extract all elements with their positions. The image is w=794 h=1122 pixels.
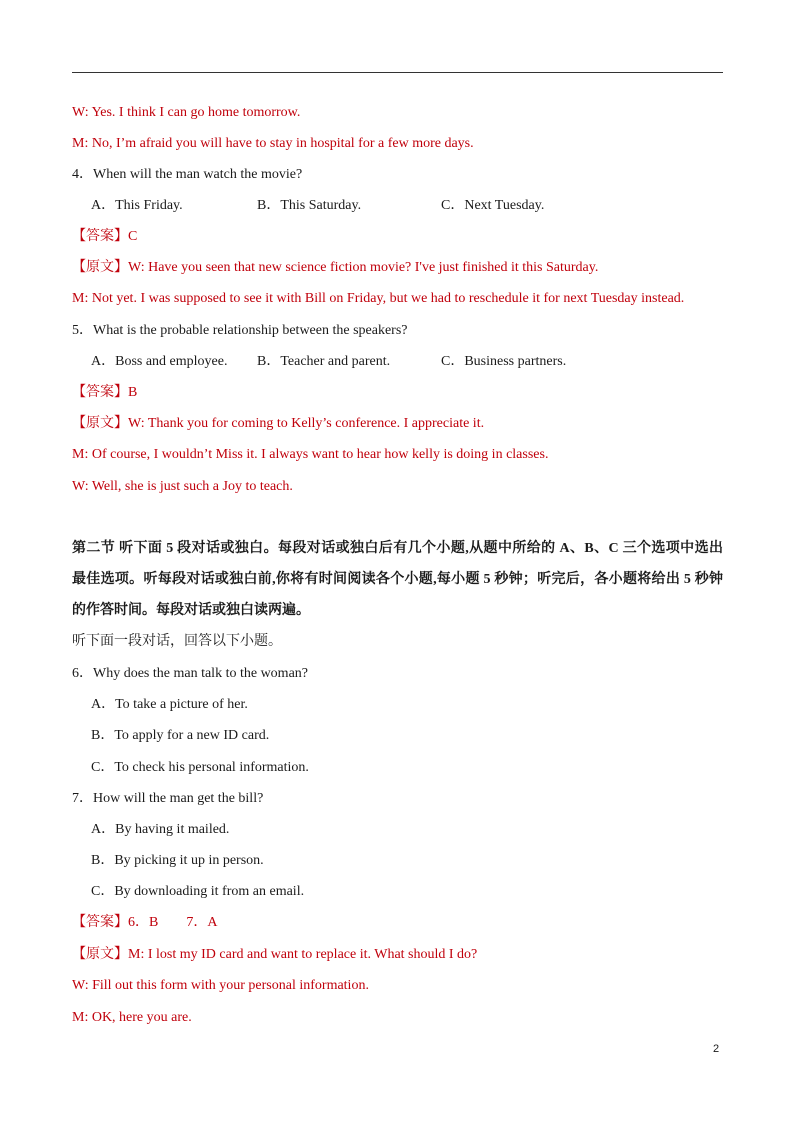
dialogue-line: M: No, I’m afraid you will have to stay in hospital for a few more days. bbox=[72, 136, 474, 151]
question-6: 6．Why does the man talk to the woman? bbox=[72, 666, 308, 681]
answer-value: C bbox=[128, 229, 138, 244]
question-4: 4．When will the man watch the movie? bbox=[72, 167, 303, 182]
q67-transcript-line: W: Fill out this form with your personal information. bbox=[72, 978, 369, 993]
question-5: 5．What is the probable relationship between the speakers? bbox=[72, 323, 408, 338]
q67-transcript-line: M: OK, here you are. bbox=[72, 1010, 192, 1025]
section-heading-line: 最佳选项。听每段对话或独白前,你将有时间阅读各个小题,每小题 5 秒钟；听完后，各小题将给出 5 秒钟 bbox=[72, 572, 723, 587]
section-heading-line: 第二节 听下面 5 段对话或独白。每段对话或独白后有几个小题,从题中所给的 A、B、C 三个选项中选出 bbox=[72, 541, 723, 556]
answer-tag: 【答案】 bbox=[72, 385, 128, 400]
dialogue-line: W: Yes. I think I can go home tomorrow. bbox=[72, 105, 301, 120]
page-number: 2 bbox=[713, 1043, 720, 1055]
q5-transcript bbox=[72, 415, 484, 433]
answer-tag: 【答案】 bbox=[72, 915, 128, 930]
q5-option-b: B．Teacher and parent. bbox=[257, 354, 391, 369]
q67-transcript bbox=[72, 946, 477, 964]
transcript-line: W: Have you seen that new science fiction movie? I've just finished it this Saturday. bbox=[128, 260, 599, 275]
q67-answer bbox=[72, 914, 217, 932]
q4-transcript-line: M: Not yet. I was supposed to see it with Bill on Friday, but we had to reschedule it for next Tuesday instead. bbox=[72, 291, 685, 306]
q5-option-a: A．Boss and employee. bbox=[91, 354, 228, 369]
q5-option-c: C．Business partners. bbox=[441, 354, 567, 369]
q6-option-a: A．To take a picture of her. bbox=[91, 697, 248, 712]
answer-value: 6．B 7．A bbox=[128, 915, 218, 930]
q4-option-b: B．This Saturday. bbox=[257, 198, 362, 213]
transcript-tag: 【原文】 bbox=[72, 947, 128, 962]
section-heading-line: 的作答时间。每段对话或独白读两遍。 bbox=[72, 603, 310, 618]
q7-option-a: A．By having it mailed. bbox=[91, 822, 230, 837]
q5-transcript-line: W: Well, she is just such a Joy to teach. bbox=[72, 479, 293, 494]
answer-value: B bbox=[128, 385, 138, 400]
header-rule bbox=[72, 72, 723, 73]
q5-transcript-line: M: Of course, I wouldn’t Miss it. I always want to hear how kelly is doing in classes. bbox=[72, 447, 549, 462]
transcript-tag: 【原文】 bbox=[72, 416, 128, 431]
q4-answer bbox=[72, 228, 137, 246]
section-intro: 听下面一段对话，回答以下小题。 bbox=[72, 634, 282, 649]
q7-option-b: B．By picking it up in person. bbox=[91, 853, 264, 868]
q4-transcript bbox=[72, 259, 598, 277]
answer-tag: 【答案】 bbox=[72, 229, 128, 244]
transcript-line: M: I lost my ID card and want to replace it. What should I do? bbox=[128, 947, 478, 962]
q4-option-a: A．This Friday. bbox=[91, 198, 183, 213]
q5-answer bbox=[72, 384, 137, 402]
transcript-tag: 【原文】 bbox=[72, 260, 128, 275]
q6-option-c: C．To check his personal information. bbox=[91, 760, 309, 775]
transcript-line: W: Thank you for coming to Kelly’s conference. I appreciate it. bbox=[128, 416, 485, 431]
q6-option-b: B．To apply for a new ID card. bbox=[91, 728, 270, 743]
q7-option-c: C．By downloading it from an email. bbox=[91, 884, 305, 899]
question-7: 7．How will the man get the bill? bbox=[72, 791, 264, 806]
q4-option-c: C．Next Tuesday. bbox=[441, 198, 545, 213]
